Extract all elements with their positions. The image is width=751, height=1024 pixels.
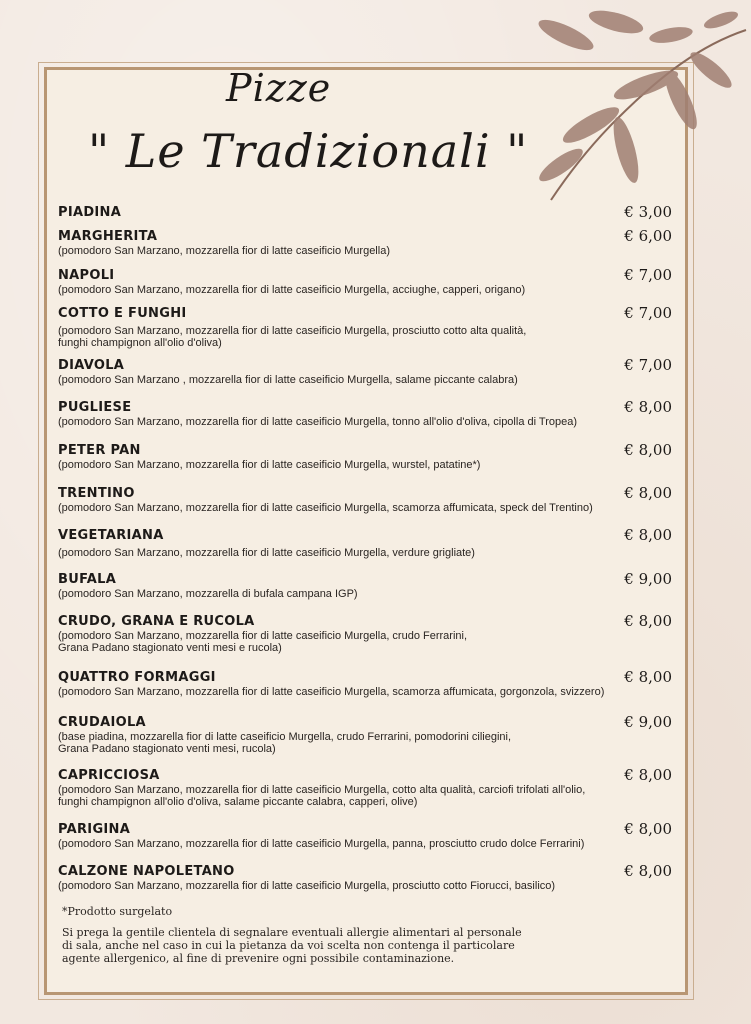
item-description: (pomodoro San Marzano, mozzarella fior di latte caseificio Murgella, prosciutto cotto alta qualità, funghi champignon all'olio d'oliva) bbox=[58, 325, 527, 349]
item-name: COTTO E FUNGHI bbox=[58, 306, 187, 321]
menu-item bbox=[58, 205, 676, 221]
item-price: € 7,00 bbox=[624, 266, 672, 284]
item-description: (pomodoro San Marzano, mozzarella fior di latte caseificio Murgella, scamorza affumicata, gorgonzola, svizzero) bbox=[58, 686, 605, 698]
item-price: € 6,00 bbox=[624, 227, 672, 245]
item-description: (pomodoro San Marzano, mozzarella di bufala campana IGP) bbox=[58, 588, 358, 600]
item-price: € 7,00 bbox=[624, 356, 672, 374]
item-description: (pomodoro San Marzano, mozzarella fior di latte caseificio Murgella, prosciutto cotto Fiorucci, basilico) bbox=[58, 880, 556, 892]
item-name: CRUDO, GRANA E RUCOLA bbox=[58, 614, 255, 629]
menu-item bbox=[58, 670, 676, 698]
menu-item bbox=[58, 486, 676, 514]
item-price: € 8,00 bbox=[624, 526, 672, 544]
item-description: (pomodoro San Marzano, mozzarella fior di latte caseificio Murgella, crudo Ferrarini, Grana Padano stagionato venti mesi e rucola) bbox=[58, 630, 468, 654]
item-price: € 8,00 bbox=[624, 441, 672, 459]
menu-item bbox=[58, 229, 676, 257]
menu-item bbox=[58, 443, 676, 471]
item-description: (pomodoro San Marzano, mozzarella fior di latte caseificio Murgella) bbox=[58, 245, 390, 257]
item-name: PETER PAN bbox=[58, 443, 141, 458]
item-name: PARIGINA bbox=[58, 822, 131, 837]
item-name: BUFALA bbox=[58, 572, 117, 587]
item-name: MARGHERITA bbox=[58, 229, 158, 244]
item-price: € 8,00 bbox=[624, 820, 672, 838]
item-price: € 8,00 bbox=[624, 484, 672, 502]
item-description: (pomodoro San Marzano, mozzarella fior di latte caseificio Murgella, acciughe, capperi, origano) bbox=[58, 284, 526, 296]
item-name: CAPRICCIOSA bbox=[58, 768, 160, 783]
item-price: € 9,00 bbox=[624, 713, 672, 731]
item-description: (pomodoro San Marzano, mozzarella fior di latte caseificio Murgella, verdure grigliate) bbox=[58, 547, 475, 559]
item-name: CALZONE NAPOLETANO bbox=[58, 864, 235, 879]
item-name: NAPOLI bbox=[58, 268, 115, 283]
menu-item bbox=[58, 268, 676, 296]
item-description: (pomodoro San Marzano , mozzarella fior di latte caseificio Murgella, salame piccante calabra) bbox=[58, 374, 518, 386]
item-price: € 9,00 bbox=[624, 570, 672, 588]
menu-item bbox=[58, 572, 676, 600]
item-price: € 8,00 bbox=[624, 612, 672, 630]
item-name: PUGLIESE bbox=[58, 400, 132, 415]
item-name: TRENTINO bbox=[58, 486, 135, 501]
item-name: CRUDAIOLA bbox=[58, 715, 146, 730]
item-description: (pomodoro San Marzano, mozzarella fior di latte caseificio Murgella, scamorza affumicata, speck del Trentino) bbox=[58, 502, 593, 514]
item-name: QUATTRO FORMAGGI bbox=[58, 670, 216, 685]
item-price: € 3,00 bbox=[624, 203, 672, 221]
allergy-notice: Si prega la gentile clientela di segnalare eventuali allergie alimentari al personale di sala, anche nel caso in cui la pietanza da voi scelta non contenga il particolare agente allergenico, al fine di prevenire ogni possibile contaminazione. bbox=[62, 926, 522, 965]
menu-item bbox=[58, 864, 676, 892]
menu-item bbox=[58, 822, 676, 850]
item-description: (pomodoro San Marzano, mozzarella fior di latte caseificio Murgella, panna, prosciutto crudo dolce Ferrarini) bbox=[58, 838, 585, 850]
leaf-branch-icon bbox=[521, 0, 751, 210]
item-description: (pomodoro San Marzano, mozzarella fior di latte caseificio Murgella, cotto alta qualità, carciofi trifolati all'olio, funghi champignon all'olio d'oliva, salame piccante calabra, capperi, olive) bbox=[58, 784, 586, 808]
item-description: (base piadina, mozzarella fior di latte caseificio Murgella, crudo Ferrarini, pomodorini ciliegini, Grana Padano stagionato venti mesi, rucola) bbox=[58, 731, 512, 755]
menu-item bbox=[58, 358, 676, 386]
item-price: € 8,00 bbox=[624, 766, 672, 784]
item-description: (pomodoro San Marzano, mozzarella fior di latte caseificio Murgella, wurstel, patatine*) bbox=[58, 459, 481, 471]
menu-item bbox=[58, 528, 676, 559]
title-pizze: Pizze bbox=[226, 66, 332, 110]
menu-item bbox=[58, 400, 676, 428]
item-price: € 8,00 bbox=[624, 398, 672, 416]
menu-item bbox=[58, 614, 676, 654]
title-tradizionali: " Le Tradizionali " bbox=[88, 124, 529, 178]
item-name: DIAVOLA bbox=[58, 358, 125, 373]
menu-item bbox=[58, 768, 676, 808]
footnote-frozen: *Prodotto surgelato bbox=[62, 905, 173, 918]
item-name: PIADINA bbox=[58, 205, 122, 220]
menu-item bbox=[58, 306, 676, 349]
item-price: € 7,00 bbox=[624, 304, 672, 322]
item-description: (pomodoro San Marzano, mozzarella fior di latte caseificio Murgella, tonno all'olio d'oliva, cipolla di Tropea) bbox=[58, 416, 578, 428]
menu-item bbox=[58, 715, 676, 755]
item-price: € 8,00 bbox=[624, 668, 672, 686]
item-name: VEGETARIANA bbox=[58, 528, 164, 543]
item-price: € 8,00 bbox=[624, 862, 672, 880]
